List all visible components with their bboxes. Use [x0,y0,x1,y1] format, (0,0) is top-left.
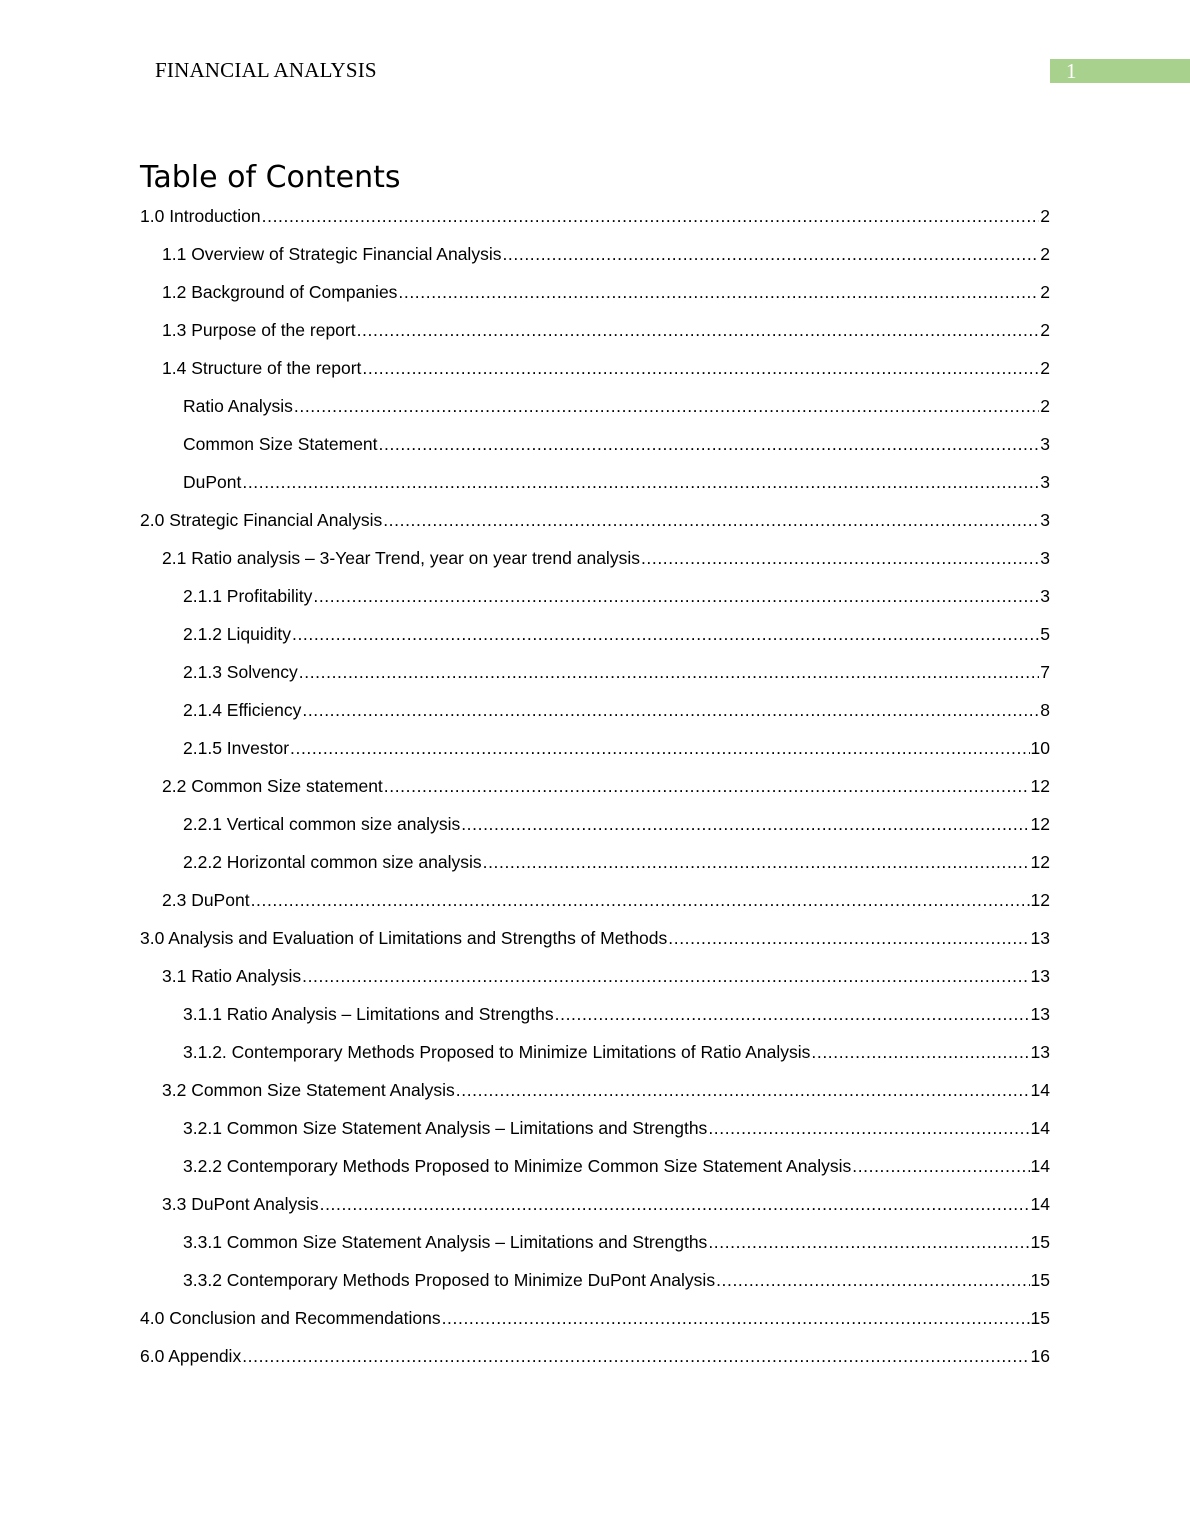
toc-dot-leader [302,697,1039,723]
toc-entry-page-number[interactable]: 2 [1040,396,1050,416]
toc-entry-title[interactable]: 2.3 DuPont [162,890,250,910]
toc-entry-page-number[interactable]: 12 [1030,852,1050,872]
toc-entry-page-number[interactable]: 14 [1030,1118,1050,1138]
toc-dot-leader [384,773,1030,799]
toc-entry-page-number[interactable]: 8 [1040,700,1050,720]
toc-entry-title[interactable]: 1.4 Structure of the report [162,358,362,378]
toc-entry[interactable] [140,887,1050,925]
toc-entry-page-number[interactable]: 14 [1030,1080,1050,1100]
toc-dot-leader [320,1191,1030,1217]
toc-entry-page-number[interactable]: 2 [1040,244,1050,264]
toc-dot-leader [251,887,1030,913]
toc-dot-leader [302,963,1029,989]
toc-dot-leader [398,279,1039,305]
toc-dot-leader [290,735,1029,761]
toc-entry[interactable] [140,1267,1050,1305]
toc-entry-title[interactable]: 3.2.1 Common Size Statement Analysis – Limitations and Strengths [183,1118,708,1138]
toc-entry[interactable] [140,811,1050,849]
toc-dot-leader [262,203,1040,229]
toc-entry-page-number[interactable]: 2 [1040,206,1050,226]
toc-entry-title[interactable]: 1.1 Overview of Strategic Financial Analysis [162,244,502,264]
toc-entry[interactable] [140,1305,1050,1343]
toc-entry-page-number[interactable]: 5 [1040,624,1050,644]
toc-entry-title[interactable]: 3.3.2 Contemporary Methods Proposed to Minimize DuPont Analysis [183,1270,716,1290]
toc-entry-page-number[interactable]: 16 [1030,1346,1050,1366]
toc-entry-page-number[interactable]: 14 [1030,1156,1050,1176]
toc-entry-page-number[interactable]: 2 [1040,320,1050,340]
toc-entry-title[interactable]: 1.2 Background of Companies [162,282,398,302]
toc-dot-leader [242,469,1039,495]
toc-entry[interactable] [140,1001,1050,1039]
toc-entry-page-number[interactable]: 10 [1030,738,1050,758]
toc-dot-leader [502,241,1039,267]
toc-entry-page-number[interactable]: 12 [1030,814,1050,834]
toc-dot-leader [456,1077,1030,1103]
toc-entry-title[interactable]: 4.0 Conclusion and Recommendations [140,1308,441,1328]
toc-dot-leader [555,1001,1030,1027]
toc-dot-leader [292,621,1039,647]
toc-entry[interactable] [140,621,1050,659]
toc-dot-leader [383,507,1039,533]
toc-entry-title[interactable]: 2.2.2 Horizontal common size analysis [183,852,482,872]
toc-entry-page-number[interactable]: 13 [1030,966,1050,986]
toc-entry[interactable] [140,431,1050,469]
toc-dot-leader [641,545,1039,571]
toc-entry[interactable] [140,241,1050,279]
toc-entry-title[interactable]: 2.1.4 Efficiency [183,700,302,720]
toc-entry[interactable] [140,659,1050,697]
toc-entry-title[interactable]: 2.1.2 Liquidity [183,624,291,644]
toc-entry-title[interactable]: 2.1.5 Investor [183,738,290,758]
toc-entry-title[interactable]: Common Size Statement [183,434,378,454]
toc-dot-leader [716,1267,1029,1293]
toc-dot-leader [668,925,1029,951]
toc-entry-page-number[interactable]: 7 [1040,662,1050,682]
toc-entry-page-number[interactable]: 14 [1030,1194,1050,1214]
toc-entry-title[interactable]: 2.1 Ratio analysis – 3-Year Trend, year on year trend analysis [162,548,640,568]
toc-entry-title[interactable]: 6.0 Appendix [140,1346,242,1366]
toc-dot-leader [461,811,1029,837]
toc-heading: Table of Contents [140,160,401,195]
toc-dot-leader [362,355,1039,381]
toc-dot-leader [708,1115,1029,1141]
toc-dot-leader [811,1039,1029,1065]
toc-entry-title[interactable]: 2.1.1 Profitability [183,586,313,606]
toc-entry-title[interactable]: 2.1.3 Solvency [183,662,298,682]
toc-entry[interactable] [140,925,1050,963]
toc-entry-page-number[interactable]: 3 [1040,586,1050,606]
toc-entry[interactable] [140,735,1050,773]
toc-dot-leader [708,1229,1029,1255]
toc-entry[interactable] [140,203,1050,241]
toc-entry-page-number[interactable]: 15 [1030,1270,1050,1290]
toc-entry-page-number[interactable]: 2 [1040,282,1050,302]
toc-entry[interactable] [140,1115,1050,1153]
toc-entry-title[interactable]: 1.3 Purpose of the report [162,320,356,340]
toc-entry[interactable] [140,393,1050,431]
toc-entry-title[interactable]: 2.2.1 Vertical common size analysis [183,814,461,834]
toc-entry-title[interactable]: 3.3.1 Common Size Statement Analysis – Limitations and Strengths [183,1232,708,1252]
toc-entry[interactable] [140,697,1050,735]
toc-entry-title[interactable]: 3.1.1 Ratio Analysis – Limitations and Strengths [183,1004,554,1024]
toc-entry-page-number[interactable]: 12 [1030,890,1050,910]
toc-entry[interactable] [140,1039,1050,1077]
toc-entry-title[interactable]: 3.1.2. Contemporary Methods Proposed to Minimize Limitations of Ratio Analysis [183,1042,811,1062]
toc-dot-leader [357,317,1040,343]
running-header-title: FINANCIAL ANALYSIS [155,58,377,82]
toc-entry[interactable] [140,279,1050,317]
toc-entry-title[interactable]: 3.2.2 Contemporary Methods Proposed to Minimize Common Size Statement Analysis [183,1156,852,1176]
toc-entry[interactable] [140,1077,1050,1115]
toc-entry-title[interactable]: 3.1 Ratio Analysis [162,966,302,986]
toc-entry[interactable] [140,963,1050,1001]
toc-entry-page-number[interactable]: 2 [1040,358,1050,378]
toc-entry-page-number[interactable]: 3 [1040,510,1050,530]
toc-entry[interactable] [140,583,1050,621]
toc-entry-page-number[interactable]: 15 [1030,1308,1050,1328]
toc-dot-leader [299,659,1039,685]
toc-entry-page-number[interactable]: 15 [1030,1232,1050,1252]
toc-entry-page-number[interactable]: 13 [1030,1042,1050,1062]
toc-entry-title[interactable]: 3.2 Common Size Statement Analysis [162,1080,455,1100]
toc-dot-leader [442,1305,1030,1331]
toc-entry[interactable] [140,507,1050,545]
toc-entry[interactable] [140,355,1050,393]
toc-entry[interactable] [140,849,1050,887]
toc-entry-page-number[interactable]: 13 [1030,928,1050,948]
toc-dot-leader [852,1153,1029,1179]
toc-dot-leader [483,849,1030,875]
toc-entry-title[interactable]: 1.0 Introduction [140,206,261,226]
toc-entry-page-number[interactable]: 13 [1030,1004,1050,1024]
toc-dot-leader [313,583,1039,609]
toc-entry[interactable] [140,1153,1050,1191]
toc-entry[interactable] [140,317,1050,355]
page-number-badge: 1 [1050,59,1190,83]
toc-entry[interactable] [140,773,1050,811]
toc-entry-title[interactable]: 3.0 Analysis and Evaluation of Limitations and Strengths of Methods [140,928,668,948]
toc-entry[interactable] [140,1191,1050,1229]
toc-entry[interactable] [140,469,1050,507]
toc-dot-leader [242,1343,1029,1369]
toc-dot-leader [379,431,1040,457]
toc-entry[interactable] [140,1229,1050,1267]
toc-entry-title[interactable]: 2.2 Common Size statement [162,776,383,796]
toc-entry-page-number[interactable]: 3 [1040,434,1050,454]
table-of-contents [140,203,1050,1381]
toc-entry-title[interactable]: 2.0 Strategic Financial Analysis [140,510,383,530]
toc-dot-leader [294,393,1039,419]
toc-entry-page-number[interactable]: 3 [1040,472,1050,492]
toc-entry[interactable] [140,1343,1050,1381]
toc-entry-title[interactable]: 3.3 DuPont Analysis [162,1194,319,1214]
toc-entry-page-number[interactable]: 3 [1040,548,1050,568]
toc-entry-page-number[interactable]: 12 [1030,776,1050,796]
toc-entry[interactable] [140,545,1050,583]
toc-entry-title[interactable]: DuPont [183,472,242,492]
toc-entry-title[interactable]: Ratio Analysis [183,396,293,416]
